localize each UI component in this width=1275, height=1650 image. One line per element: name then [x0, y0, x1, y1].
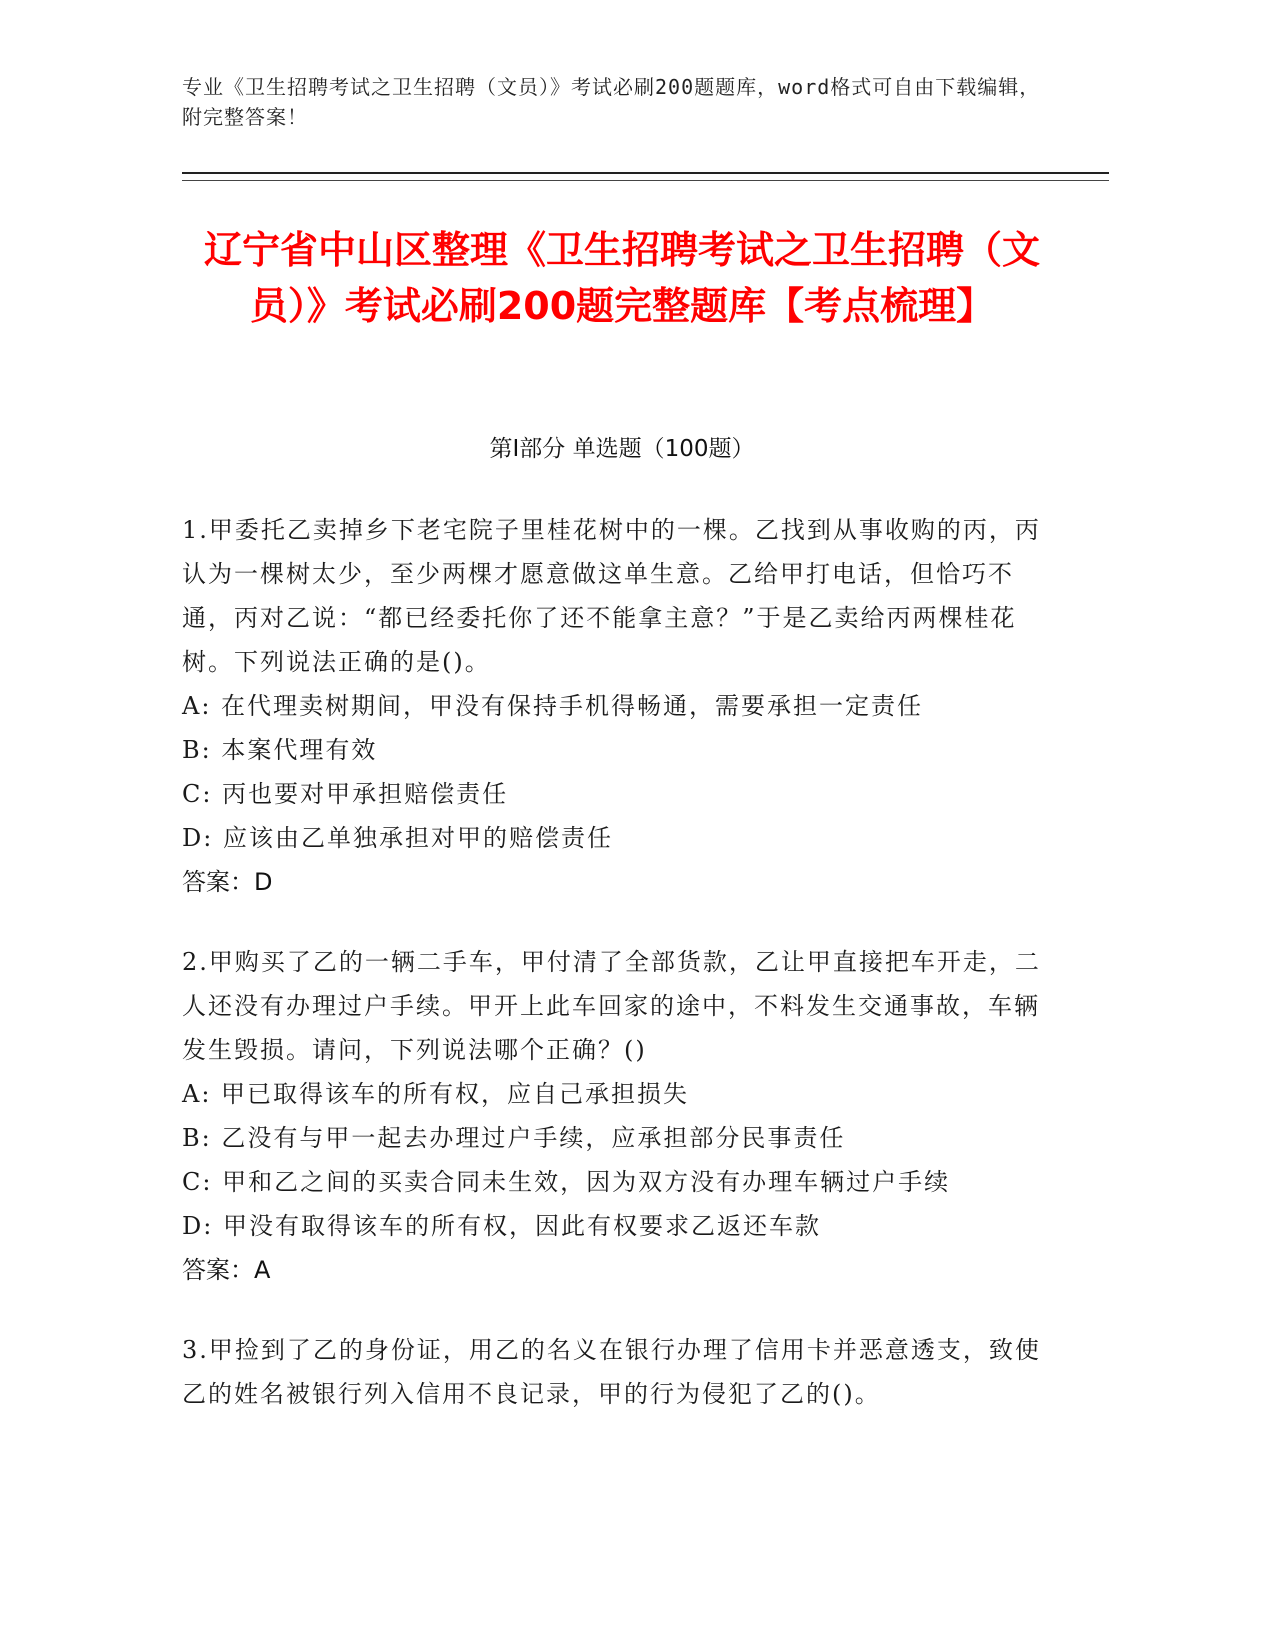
option-d: D: 应该由乙单独承担对甲的赔偿责任	[182, 824, 613, 852]
option-c: C: 甲和乙之间的买卖合同未生效，因为双方没有办理车辆过户手续	[182, 1168, 951, 1196]
question-2	[182, 940, 1062, 1292]
option-d: D: 甲没有取得该车的所有权，因此有权要求乙返还车款	[182, 1212, 821, 1240]
question-stem: 2.甲购买了乙的一辆二手车，甲付清了全部货款，乙让甲直接把车开走，二人还没有办理过户手续。甲开上此车回家的途中，不料发生交通事故，车辆发生毁损。请问，下列说法哪个正确？()	[182, 948, 1041, 1064]
option-a: A: 甲已取得该车的所有权，应自己承担损失	[182, 1080, 690, 1108]
option-a: A: 在代理卖树期间，甲没有保持手机得畅通，需要承担一定责任	[182, 692, 924, 720]
answer: 答案：D	[182, 868, 273, 896]
question-stem: 3.甲捡到了乙的身份证，用乙的名义在银行办理了信用卡并恶意透支，致使乙的姓名被银行列入信用不良记录，甲的行为侵犯了乙的()。	[182, 1336, 1041, 1408]
header-divider-thin	[182, 180, 1109, 181]
question-stem: 1.甲委托乙卖掉乡下老宅院子里桂花树中的一棵。乙找到从事收购的丙，丙认为一棵树太少，至少两棵才愿意做这单生意。乙给甲打电话，但恰巧不通，丙对乙说：“都已经委托你了还不能拿主意？”于是乙卖给丙两棵桂花树。下列说法正确的是()。	[182, 516, 1041, 676]
question-1	[182, 508, 1062, 904]
header-divider-thick	[182, 172, 1109, 174]
header-note: 专业《卫生招聘考试之卫生招聘（文员）》考试必刷200题题库，word格式可自由下载编辑，附完整答案！	[182, 75, 1041, 129]
option-b: B: 本案代理有效	[182, 736, 378, 764]
answer: 答案：A	[182, 1256, 271, 1284]
section-heading: 第Ⅰ部分 单选题（100题）	[489, 436, 755, 462]
document-title: 辽宁省中山区整理《卫生招聘考试之卫生招聘（文员）》考试必刷200题完整题库【考点梳理】	[203, 228, 1040, 328]
option-b: B: 乙没有与甲一起去办理过户手续，应承担部分民事责任	[182, 1124, 846, 1152]
question-3	[182, 1328, 1062, 1416]
question-list	[182, 508, 1062, 1452]
option-c: C: 丙也要对甲承担赔偿责任	[182, 780, 509, 808]
